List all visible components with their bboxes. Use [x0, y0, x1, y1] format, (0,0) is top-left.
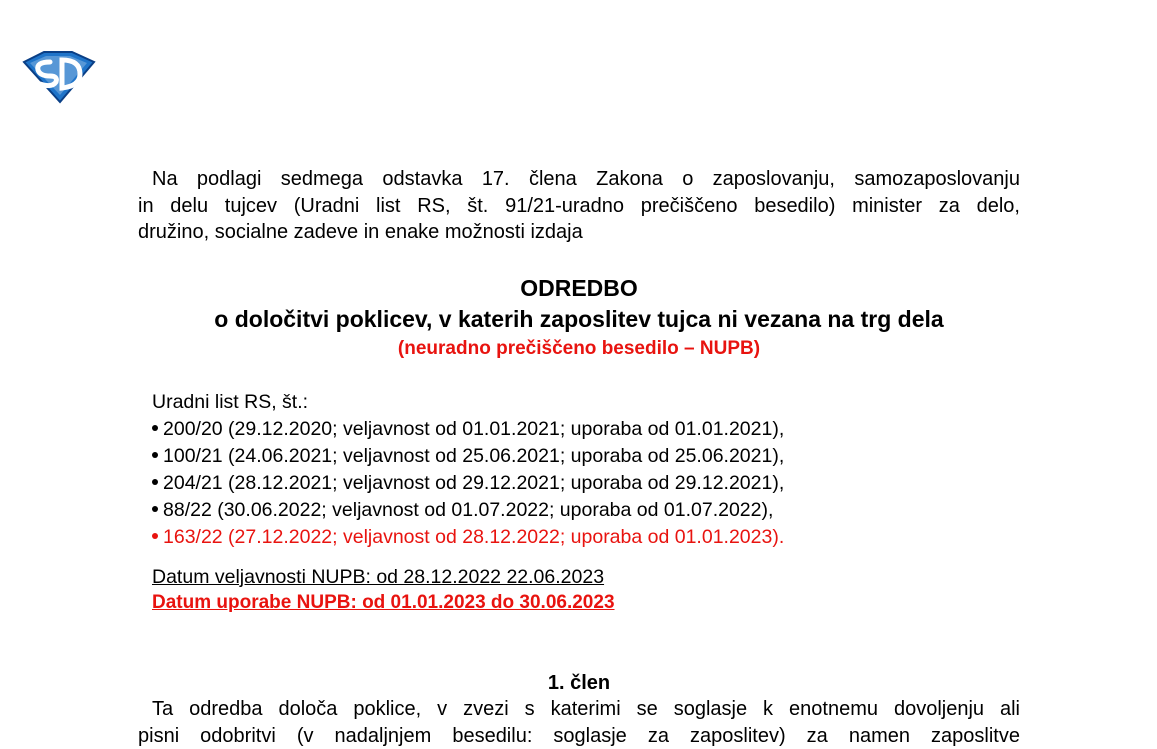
application-date: Datum uporabe NUPB: od 01.01.2023 do 30.06.2023: [152, 590, 615, 615]
gazette-entry: [152, 470, 784, 497]
article-line: Ta odredba določa poklice, v zvezi s katerimi se soglasje k enotnemu dovoljenju ali: [138, 696, 1020, 723]
gazette-entry: [152, 497, 784, 524]
gazette-heading: Uradni list RS, št.:: [152, 389, 308, 415]
intro-line: Na podlagi sedmega odstavka 17. člena Zakona o zaposlovanju, samozaposlovanju: [138, 166, 1020, 193]
gazette-entry: [152, 443, 784, 470]
intro-paragraph: [138, 166, 1020, 246]
bullet-icon: [152, 452, 158, 458]
document-subtitle: o določitvi poklicev, v katerih zaposlitev tujca ni vezana na trg dela: [138, 305, 1020, 333]
gazette-entry-latest: [152, 524, 784, 551]
bullet-icon: [152, 533, 158, 539]
validity-date: Datum veljavnosti NUPB: od 28.12.2022 22.06.2023: [152, 565, 604, 590]
unofficial-note: (neuradno prečiščeno besedilo – NUPB): [138, 337, 1020, 361]
gazette-entry-text: 88/22 (30.06.2022; veljavnost od 01.07.2022; uporaba od 01.07.2022),: [163, 499, 773, 521]
article-line: pisni odobritvi (v nadaljnjem besedilu: soglasje za zaposlitev) za namen zaposlitve: [138, 723, 1020, 749]
article-paragraph: [138, 696, 1020, 749]
sd-logo: [22, 48, 96, 104]
sd-logo-icon: [22, 48, 96, 104]
intro-line: in delu tujcev (Uradni list RS, št. 91/21-uradno prečiščeno besedilo) minister za delo,: [138, 193, 1020, 220]
gazette-entry-text: 100/21 (24.06.2021; veljavnost od 25.06.2021; uporaba od 25.06.2021),: [163, 445, 784, 467]
intro-line: družino, socialne zadeve in enake možnosti izdaja: [138, 219, 1020, 246]
gazette-entry-text: 163/22 (27.12.2022; veljavnost od 28.12.2022; uporaba od 01.01.2023).: [163, 526, 784, 548]
bullet-icon: [152, 425, 158, 431]
bullet-icon: [152, 506, 158, 512]
document-title: ODREDBO: [138, 274, 1020, 302]
article-heading: 1. člen: [138, 670, 1020, 696]
gazette-entry-text: 204/21 (28.12.2021; veljavnost od 29.12.2021; uporaba od 29.12.2021),: [163, 472, 784, 494]
bullet-icon: [152, 479, 158, 485]
gazette-list: [152, 416, 784, 551]
gazette-entry: [152, 416, 784, 443]
gazette-entry-text: 200/20 (29.12.2020; veljavnost od 01.01.2021; uporaba od 01.01.2021),: [163, 418, 784, 440]
